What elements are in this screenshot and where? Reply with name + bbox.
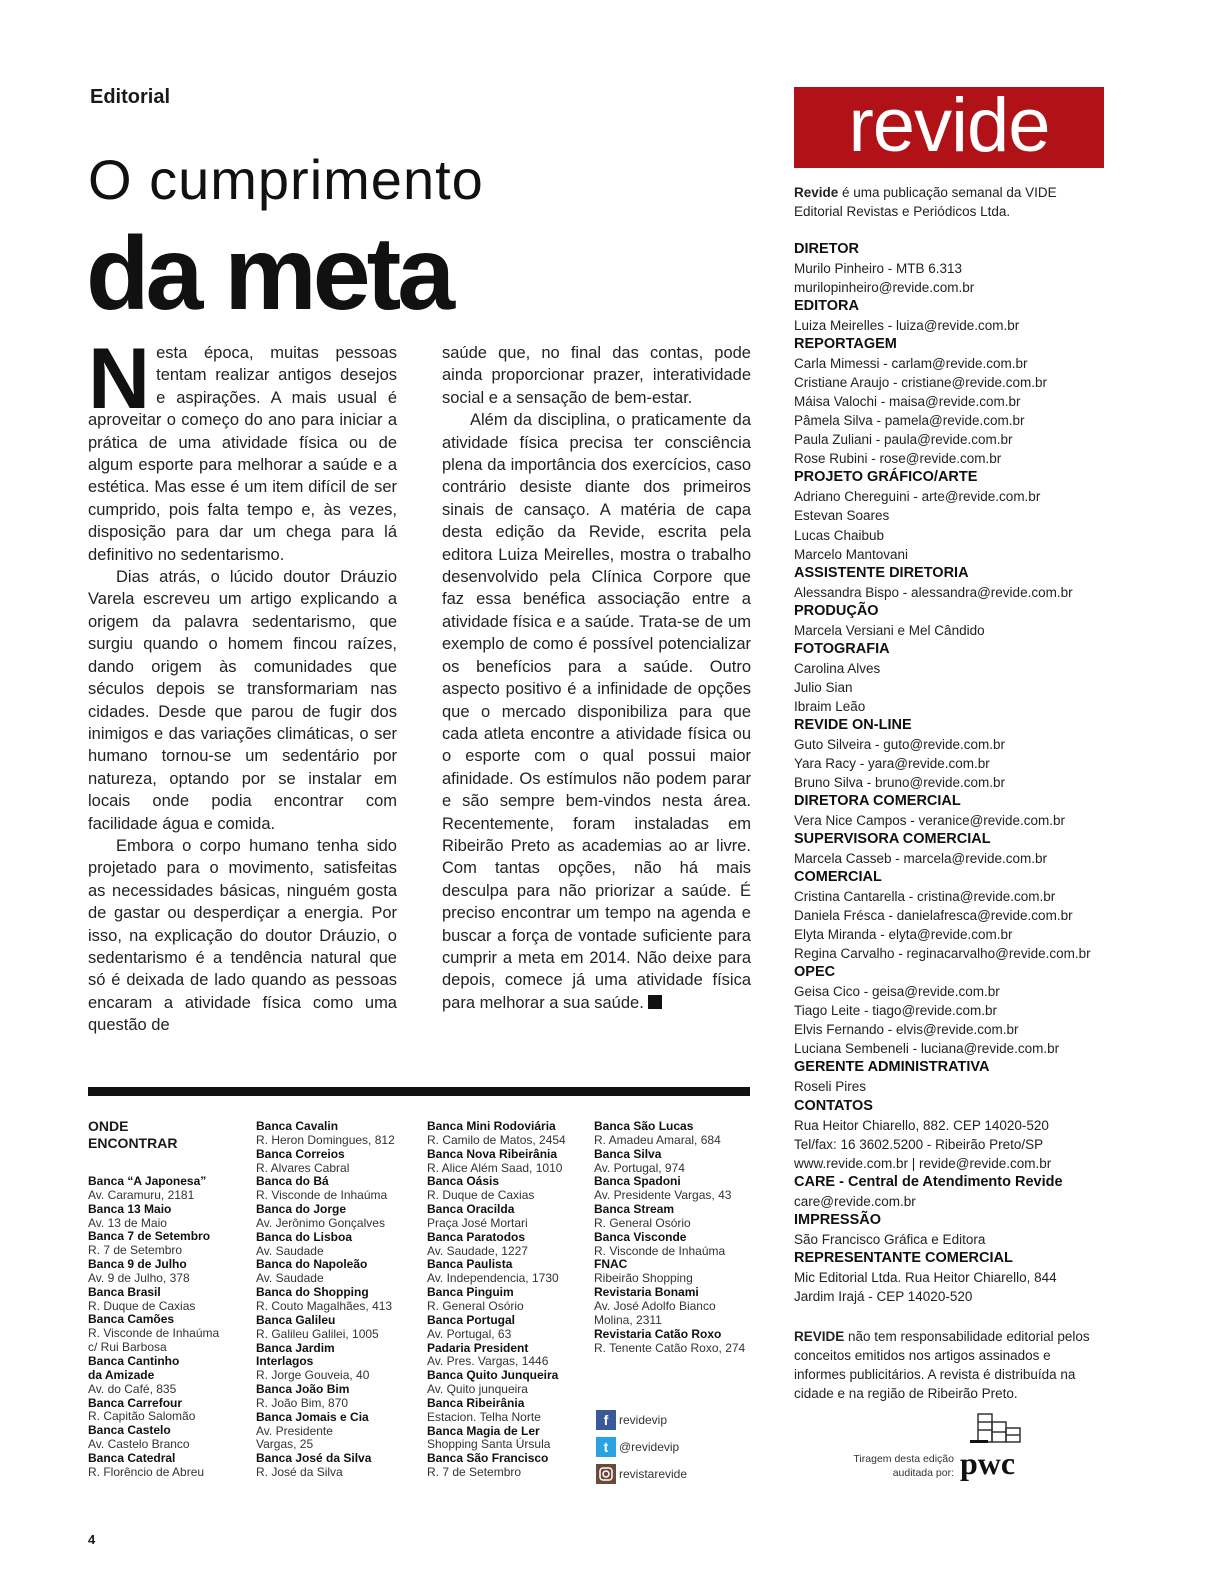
stand-address: R. Visconde de Inhaúma xyxy=(256,1188,388,1203)
stand-address: R. Duque de Caxias xyxy=(427,1188,535,1203)
stand-address: Av. 13 de Maio xyxy=(88,1215,167,1230)
stand-address: Shopping Santa Úrsula xyxy=(427,1437,551,1452)
stand-name: Banca Castelo xyxy=(88,1423,171,1438)
stand-address: R. Alvares Cabral xyxy=(256,1160,350,1175)
staff-line: Máisa Valochi - maisa@revide.com.br xyxy=(794,394,1021,410)
staff-heading: REPRESENTANTE COMERCIAL xyxy=(794,1249,1013,1266)
stand-address: R. Tenente Catão Roxo, 274 xyxy=(594,1340,746,1355)
staff-line: Rose Rubini - rose@revide.com.br xyxy=(794,451,1002,467)
staff-line: Marcela Versiani e Mel Cândido xyxy=(794,622,985,638)
staff-line: Roseli Pires xyxy=(794,1079,867,1095)
stand-address: Av. Quito junqueira xyxy=(427,1382,528,1397)
stand-name: Banca Spadoni xyxy=(594,1174,681,1189)
stand-address: R. Amadeu Amaral, 684 xyxy=(594,1132,721,1147)
article-paragraph: Dias atrás, o lúcido doutor Dráuzio Varela escreveu um artigo explicando a origem da palavra sedentarismo, que surgiu quando o homem fincou raízes, dando origem às comunidades que séculos depois se transformariam nas cidades. Desde que parou de fugir dos inimigos e das variações climáticas, o ser humano tornou-se um sedentário por natureza, optando por se instalar em locais onde podia encontrar com facilidade água e comida. xyxy=(88,568,397,833)
staff-line: Vera Nice Campos - veranice@revide.com.br xyxy=(794,812,1066,828)
staff-heading: CONTATOS xyxy=(794,1097,873,1114)
article-paragraph: Além da disciplina, o praticamente da atividade física precisa ter consciência plena da importância dos exercícios, caso contrário desiste diante dos primeiros sinais de cansaço. A matéria de capa desta edição da Revide, escrita pela editora Luiza Meirelles, mostra o trabalho desenvolvido pela Clínica Corpore que faz essa benéfica associação entre a atividade física e a saúde. Trata-se de um exemplo de como é possível potencializar os benefícios para a saúde. Outro aspecto positivo é a infinidade de opções que o mercado disponibiliza para que cada atleta encontre a atividade física ou o esporte com o qual possui maior afinidade. Os estímulos não podem parar e são sempre bem-vindos nesta área. Recentemente, foram instaladas em Ribeirão Preto as academias ao ar livre. Com tantas opções, não há mais desculpa para não priorizar a saúde. É preciso encontrar um tempo na agenda e buscar a força de vontade suficiente para cumprir a meta em 2014. Não deixe para depois, comece já uma atividade física para melhorar a sua saúde.r xyxy=(442,409,751,1014)
stand-address: Vargas, 25 xyxy=(256,1437,314,1452)
onde-encontrar-title: ONDE ENCONTRAR xyxy=(88,1118,178,1151)
stand-address: R. Alice Além Saad, 1010 xyxy=(427,1160,563,1175)
instagram-icon xyxy=(596,1464,616,1484)
stand-address: Av. Presidente xyxy=(256,1423,333,1438)
staff-line: Adriano Chereguini - arte@revide.com.br xyxy=(794,489,1041,505)
page-number: 4 xyxy=(88,1532,96,1547)
stand-name: FNAC xyxy=(594,1257,628,1272)
staff-line: Rua Heitor Chiarello, 882. CEP 14020-520 xyxy=(794,1117,1049,1133)
stand-address: R. 7 de Setembro xyxy=(427,1465,522,1480)
stand-address: R. Camilo de Matos, 2454 xyxy=(427,1132,566,1147)
staff-heading: SUPERVISORA COMERCIAL xyxy=(794,831,991,848)
instagram-link[interactable]: revistarevide xyxy=(596,1463,746,1485)
article-paragraph: Embora o corpo humano tenha sido projetado para o movimento, satisfeitas as necessidades básicas, ninguém gosta de gastar ou desperdiçar a energia. Por isso, na explicação do doutor Dráuzio, o sedentarismo é a tendência natural que só é deixada de lado quando as pessoas encaram a atividade física como uma questão de xyxy=(88,836,397,1035)
staff-line: Jardim Irajá - CEP 14020-520 xyxy=(794,1288,973,1304)
stand-address: Av. Saudade xyxy=(256,1271,324,1286)
stand-name: Banca do Jorge xyxy=(256,1202,347,1217)
section-divider xyxy=(88,1087,750,1096)
stand-address: Ribeirão Shopping xyxy=(594,1271,693,1286)
stand-name: Banca do Shopping xyxy=(256,1285,369,1300)
stand-address: R. Florêncio de Abreu xyxy=(88,1464,205,1479)
stand-address: Molina, 2311 xyxy=(594,1312,662,1327)
staff-line: Mic Editorial Ltda. Rua Heitor Chiarello, 844 xyxy=(794,1269,1057,1285)
stand-name: Banca Galileu xyxy=(256,1312,336,1327)
staff-heading: REVIDE ON-LINE xyxy=(794,716,912,733)
staff-line: Bruno Silva - bruno@revide.com.br xyxy=(794,774,1006,790)
stand-address: R. Jorge Gouveia, 40 xyxy=(256,1368,370,1383)
staff-heading: IMPRESSÃO xyxy=(794,1211,882,1228)
stand-name: Banca do Napoleão xyxy=(256,1257,368,1272)
staff-line: care@revide.com.br xyxy=(794,1193,916,1209)
tiragem-note: Tiragem desta edição auditada por: xyxy=(853,1453,954,1479)
stand-name: Banca 9 de Julho xyxy=(88,1257,187,1272)
staff-line: Cristiane Araujo - cristiane@revide.com.br xyxy=(794,375,1048,391)
staff-heading: OPEC xyxy=(794,964,836,981)
stand-name: Banca Jomais e Cia xyxy=(256,1409,369,1424)
twitter-icon: t xyxy=(596,1437,616,1457)
staff-line: Julio Sian xyxy=(794,679,853,695)
stand-name: Banca 7 de Setembro xyxy=(88,1229,211,1244)
stand-address: Av. Jerônimo Gonçalves xyxy=(256,1215,385,1230)
stand-name: Banca Portugal xyxy=(427,1312,516,1327)
staff-heading: FOTOGRAFIA xyxy=(794,640,890,657)
twitter-link[interactable]: t @revidevip xyxy=(596,1436,746,1458)
stand-address: Av. Saudade, 1227 xyxy=(427,1243,528,1258)
article-paragraph: saúde que, no final das contas, pode ainda proporcionar prazer, interatividade social e a sensação de bem-estar. xyxy=(442,344,751,407)
stand-name: Banca Stream xyxy=(594,1202,675,1217)
staff-line: Carla Mimessi - carlam@revide.com.br xyxy=(794,356,1028,372)
stand-name: Banca Cantinho xyxy=(88,1353,180,1368)
stand-address: R. Galileu Galilei, 1005 xyxy=(256,1326,379,1341)
staff-heading: DIRETORA COMERCIAL xyxy=(794,792,961,809)
stand-address: Av. José Adolfo Bianco xyxy=(594,1298,716,1313)
staff-line: Luciana Sembeneli - luciana@revide.com.br xyxy=(794,1041,1060,1057)
article-column-1 xyxy=(88,331,397,1037)
headline-line2: da meta xyxy=(86,216,452,332)
staff-line: Tel/fax: 16 3602.5200 - Ribeirão Preto/SP xyxy=(794,1136,1044,1152)
stand-address: Av. Caramuru, 2181 xyxy=(88,1187,195,1202)
stand-address: Praça José Mortari xyxy=(427,1215,528,1230)
stand-address: Av. Independencia, 1730 xyxy=(427,1271,559,1286)
stand-name: Banca Brasil xyxy=(88,1284,161,1299)
stand-name: Banca São Francisco xyxy=(427,1451,549,1466)
facebook-icon: f xyxy=(596,1410,616,1430)
staff-line: www.revide.com.br | revide@revide.com.br xyxy=(794,1155,1052,1171)
stand-address: R. Capitão Salomão xyxy=(88,1409,196,1424)
staff-line: Luiza Meirelles - luiza@revide.com.br xyxy=(794,318,1020,334)
stands-column xyxy=(88,1175,258,1480)
staff-heading: COMERCIAL xyxy=(794,869,882,886)
end-mark-icon xyxy=(648,995,662,1009)
staff-line: Regina Carvalho - reginacarvalho@revide.com.br xyxy=(794,946,1091,962)
stand-name: Banca Jardim xyxy=(256,1340,335,1355)
stand-address: Av. do Café, 835 xyxy=(88,1381,177,1396)
staff-line: Cristina Cantarella - cristina@revide.com.br xyxy=(794,889,1056,905)
staff-line: Daniela Frésca - danielafresca@revide.com.br xyxy=(794,908,1073,924)
stand-name: Banca Correios xyxy=(256,1146,345,1161)
staff-line: Elyta Miranda - elyta@revide.com.br xyxy=(794,927,1013,943)
staff-line: Murilo Pinheiro - MTB 6.313 xyxy=(794,261,963,276)
svg-text:pwc: pwc xyxy=(960,1445,1016,1481)
revide-logo: revide xyxy=(794,87,1104,168)
facebook-link[interactable]: f revidevip xyxy=(596,1409,746,1431)
stand-name: Revistaria Catão Roxo xyxy=(594,1326,722,1341)
staff-list xyxy=(794,240,1104,1306)
stand-address: Av. 9 de Julho, 378 xyxy=(88,1270,190,1285)
stand-address: Av. Portugal, 63 xyxy=(427,1326,512,1341)
stand-address: Av. Castelo Branco xyxy=(88,1437,190,1452)
stand-address: R. General Osório xyxy=(427,1298,524,1313)
staff-line: São Francisco Gráfica e Editora xyxy=(794,1231,986,1247)
stand-name: da Amizade xyxy=(88,1367,155,1382)
stand-name: Banca Quito Junqueira xyxy=(427,1368,559,1383)
article-paragraph: Nesta época, muitas pessoas tentam realizar antigos desejos e aspirações. A mais usual é aproveitar o começo do ano para iniciar a prática de uma atividade física ou de algum esporte para melhorar a saúde e a estética. Mas esse é um item difícil de ser cumprido, pois falta tempo e, às vezes, disposição para dar um chega para lá definitivo no sedentarismo. xyxy=(88,331,397,564)
stand-address: Av. Presidente Vargas, 43 xyxy=(594,1188,732,1203)
staff-line: Tiago Leite - tiago@revide.com.br xyxy=(794,1003,998,1019)
stand-address: Av. Portugal, 974 xyxy=(594,1160,685,1175)
stand-name: Banca Cavalin xyxy=(256,1119,339,1133)
stand-address: R. Visconde de Inhaúma xyxy=(88,1326,220,1341)
stand-name: Banca Carrefour xyxy=(88,1395,183,1410)
stand-address: c/ Rui Barbosa xyxy=(88,1340,167,1355)
staff-heading: EDITORA xyxy=(794,298,859,315)
stand-name: Banca Ribeirânia xyxy=(427,1395,525,1410)
staff-heading: ASSISTENTE DIRETORIA xyxy=(794,564,969,581)
staff-line: Yara Racy - yara@revide.com.br xyxy=(794,755,990,771)
stand-name: Banca São Lucas xyxy=(594,1119,694,1133)
pwc-logo xyxy=(958,1410,1028,1482)
staff-heading: CARE - Central de Atendimento Revide xyxy=(794,1173,1063,1190)
stands-column xyxy=(256,1120,426,1480)
stand-address: R. 7 de Setembro xyxy=(88,1243,183,1258)
stand-address: R. Duque de Caxias xyxy=(88,1298,196,1313)
staff-heading: DIRETOR xyxy=(794,241,859,257)
stand-address: R. José da Silva xyxy=(256,1465,343,1480)
stand-name: Interlagos xyxy=(256,1354,314,1369)
staff-line: Paula Zuliani - paula@revide.com.br xyxy=(794,432,1013,448)
staff-line: Geisa Cico - geisa@revide.com.br xyxy=(794,984,1000,1000)
staff-heading: PRODUÇÃO xyxy=(794,602,879,619)
stand-name: Banca do Bá xyxy=(256,1174,329,1189)
stand-name: Banca Mini Rodoviária xyxy=(427,1119,556,1133)
stand-name: Banca do Lisboa xyxy=(256,1229,353,1244)
stand-address: R. Couto Magalhães, 413 xyxy=(256,1298,393,1313)
stand-name: Banca Nova Ribeirânia xyxy=(427,1146,558,1161)
article-column-2 xyxy=(442,342,751,1014)
stand-address: Estacion. Telha Norte xyxy=(427,1409,541,1424)
staff-line: Lucas Chaibub xyxy=(794,527,885,543)
staff-line: Elvis Fernando - elvis@revide.com.br xyxy=(794,1022,1019,1038)
staff-line: Estevan Soares xyxy=(794,508,890,524)
section-label: Editorial xyxy=(90,86,171,108)
staff-line: murilopinheiro@revide.com.br xyxy=(794,280,975,296)
stands-column xyxy=(594,1120,764,1355)
stand-name: Revistaria Bonami xyxy=(594,1285,699,1300)
stand-name: Banca Oracilda xyxy=(427,1202,515,1217)
staff-line: Marcela Casseb - marcela@revide.com.br xyxy=(794,851,1048,867)
stand-name: Banca Paratodos xyxy=(427,1229,526,1244)
drop-cap: N xyxy=(88,331,151,427)
staff-heading: REPORTAGEM xyxy=(794,336,897,353)
stand-name: Banca Catedral xyxy=(88,1450,176,1465)
stand-name: Banca 13 Maio xyxy=(88,1201,172,1216)
stand-address: Av. Pres. Vargas, 1446 xyxy=(427,1354,549,1369)
masthead-intro: Revide é uma publicação semanal da VIDE Editorial Revistas e Periódicos Ltda. xyxy=(794,185,1057,219)
stand-name: Banca Camões xyxy=(88,1312,175,1327)
stand-address: Av. Saudade xyxy=(256,1243,324,1258)
stand-name: Banca José da Silva xyxy=(256,1451,372,1466)
stand-name: Banca “A Japonesa” xyxy=(88,1174,207,1188)
stand-address: R. Heron Domingues, 812 xyxy=(256,1132,395,1147)
stand-address: R. João Bim, 870 xyxy=(256,1395,349,1410)
stands-column xyxy=(427,1120,597,1480)
disclaimer: REVIDE não tem responsabilidade editorial pelos conceitos emitidos nos artigos assinados e informes publicitários. A revista é distribuída na cidade e na região de Ribeirão Preto. xyxy=(794,1329,1090,1401)
staff-line: Pâmela Silva - pamela@revide.com.br xyxy=(794,413,1025,429)
headline-line1: O cumprimento xyxy=(88,148,484,211)
staff-line: Ibraim Leão xyxy=(794,698,866,714)
staff-line: Alessandra Bispo - alessandra@revide.com.br xyxy=(794,584,1073,600)
stand-name: Banca Silva xyxy=(594,1146,662,1161)
staff-heading: GERENTE ADMINISTRATIVA xyxy=(794,1059,990,1076)
staff-line: Guto Silveira - guto@revide.com.br xyxy=(794,736,1006,752)
staff-line: Carolina Alves xyxy=(794,660,881,676)
stand-name: Banca João Bim xyxy=(256,1382,350,1397)
stand-name: Padaria President xyxy=(427,1340,529,1355)
staff-heading: PROJETO GRÁFICO/ARTE xyxy=(794,469,978,486)
stand-name: Banca Visconde xyxy=(594,1229,687,1244)
stand-address: R. Visconde de Inhaúma xyxy=(594,1243,726,1258)
stand-name: Banca Paulista xyxy=(427,1257,513,1272)
stand-name: Banca Oásis xyxy=(427,1174,500,1189)
staff-line: Marcelo Mantovani xyxy=(794,546,909,562)
stand-address: R. General Osório xyxy=(594,1215,691,1230)
stand-name: Banca Magia de Ler xyxy=(427,1423,540,1438)
stand-name: Banca Pinguim xyxy=(427,1285,514,1300)
